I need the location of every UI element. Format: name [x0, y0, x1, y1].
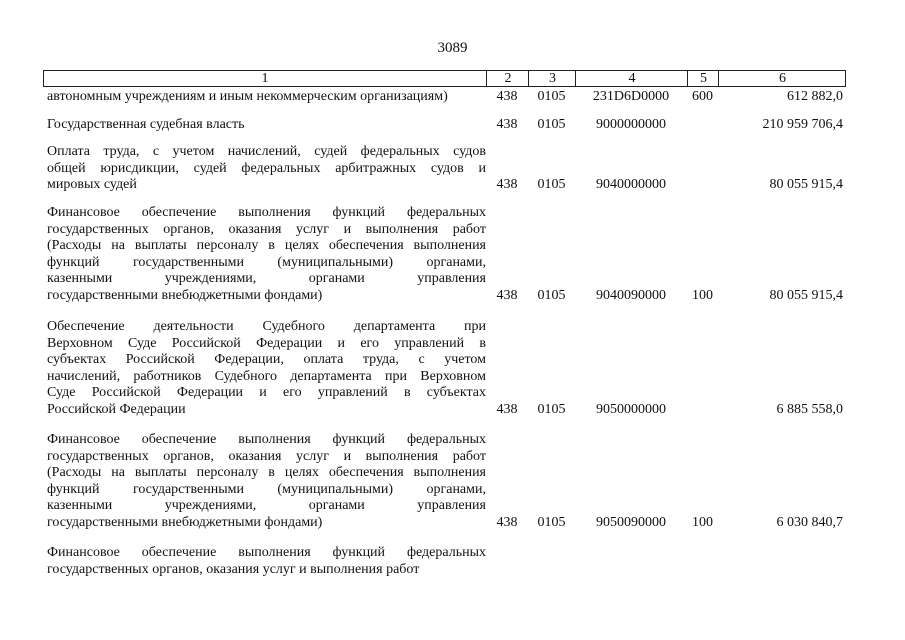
- header-col-2: 2: [486, 71, 529, 86]
- description-line: субъектах Российской Федерации, оплата труда, с учетом: [47, 352, 486, 367]
- expense-type-code: 100: [692, 287, 713, 303]
- description-line: (Расходы на выплаты персоналу в целях обеспечения выполнения: [47, 465, 486, 480]
- page-number: 3089: [437, 40, 468, 56]
- row-description: [47, 117, 486, 134]
- admin-code: 438: [496, 177, 518, 192]
- target-article-code: 9040090000: [596, 287, 666, 303]
- description-line: Финансовое обеспечение выполнения функций федеральных: [47, 432, 486, 447]
- amount: 210 959 706,4: [762, 117, 843, 132]
- row-description: [47, 545, 486, 578]
- table-header: [43, 70, 846, 87]
- row-description: [47, 89, 486, 106]
- description-line: Оплата труда, с учетом начислений, судей федеральных судов: [47, 144, 486, 159]
- row-description: [47, 432, 486, 531]
- description-line: Верховном Суде Российской Федерации и его управлений в: [47, 335, 486, 351]
- header-col-4: 4: [575, 71, 688, 86]
- row-description: [47, 319, 486, 418]
- section-code: 0105: [537, 514, 566, 530]
- description-line: (Расходы на выплаты персоналу в целях обеспечения выполнения: [47, 238, 486, 253]
- amount: 6 885 558,0: [776, 401, 843, 417]
- amount: 80 055 915,4: [769, 287, 843, 303]
- amount: 80 055 915,4: [769, 177, 843, 192]
- section-code: 0105: [537, 177, 566, 192]
- admin-code: 438: [496, 89, 518, 104]
- row-description: [47, 205, 486, 304]
- description-line: государственных органов, оказания услуг и выполнения работ: [47, 221, 486, 237]
- description-line: Обеспечение деятельности Судебного департамента при: [47, 319, 486, 334]
- admin-code: 438: [496, 287, 518, 303]
- admin-code: 438: [496, 117, 518, 132]
- target-article-code: 9040000000: [596, 177, 666, 192]
- target-article-code: 9000000000: [596, 117, 666, 132]
- section-code: 0105: [537, 401, 566, 417]
- description-line: государственных органов, оказания услуг и выполнения работ: [47, 561, 420, 577]
- admin-code: 438: [496, 514, 518, 530]
- description-line: казенными учреждениями, органами управления: [47, 498, 486, 513]
- expense-type-code: 100: [692, 514, 713, 530]
- description-line: Российской Федерации: [47, 401, 186, 417]
- description-line: государственными внебюджетными фондами): [47, 287, 323, 303]
- description-line: функций государственными (муниципальными) органами,: [47, 481, 486, 497]
- description-line: государственных органов, оказания услуг и выполнения работ: [47, 448, 486, 464]
- description-line: казенными учреждениями, органами управления: [47, 271, 486, 286]
- description-line: Суде Российской Федерации и его управлений в субъектах: [47, 385, 486, 400]
- section-code: 0105: [537, 89, 566, 104]
- section-code: 0105: [537, 287, 566, 303]
- header-col-5: 5: [687, 71, 719, 86]
- header-col-1: 1: [261, 71, 269, 86]
- description-line: автономным учреждениям и иным некоммерческим организациям): [47, 89, 448, 104]
- target-article-code: 9050000000: [596, 401, 666, 417]
- admin-code: 438: [496, 401, 518, 417]
- target-article-code: 231D6D0000: [592, 89, 670, 104]
- description-line: Государственная судебная власть: [47, 117, 245, 132]
- description-line: Финансовое обеспечение выполнения функций федеральных: [47, 205, 486, 220]
- description-line: начислений, работников Судебного департамента при Верховном: [47, 368, 486, 384]
- amount: 612 882,0: [787, 89, 843, 104]
- description-line: Финансовое обеспечение выполнения функций федеральных: [47, 545, 486, 560]
- target-article-code: 9050090000: [596, 514, 666, 530]
- description-line: государственными внебюджетными фондами): [47, 514, 323, 530]
- description-line: мировых судей: [47, 177, 137, 192]
- header-col-3: 3: [528, 71, 576, 86]
- amount: 6 030 840,7: [776, 514, 843, 530]
- header-col-6: 6: [718, 71, 846, 86]
- row-description: [47, 144, 486, 194]
- expense-type-code: 600: [692, 89, 713, 104]
- description-line: общей юрисдикции, судей федеральных арбитражных судов и: [47, 160, 486, 176]
- section-code: 0105: [537, 117, 566, 132]
- description-line: функций государственными (муниципальными) органами,: [47, 254, 486, 270]
